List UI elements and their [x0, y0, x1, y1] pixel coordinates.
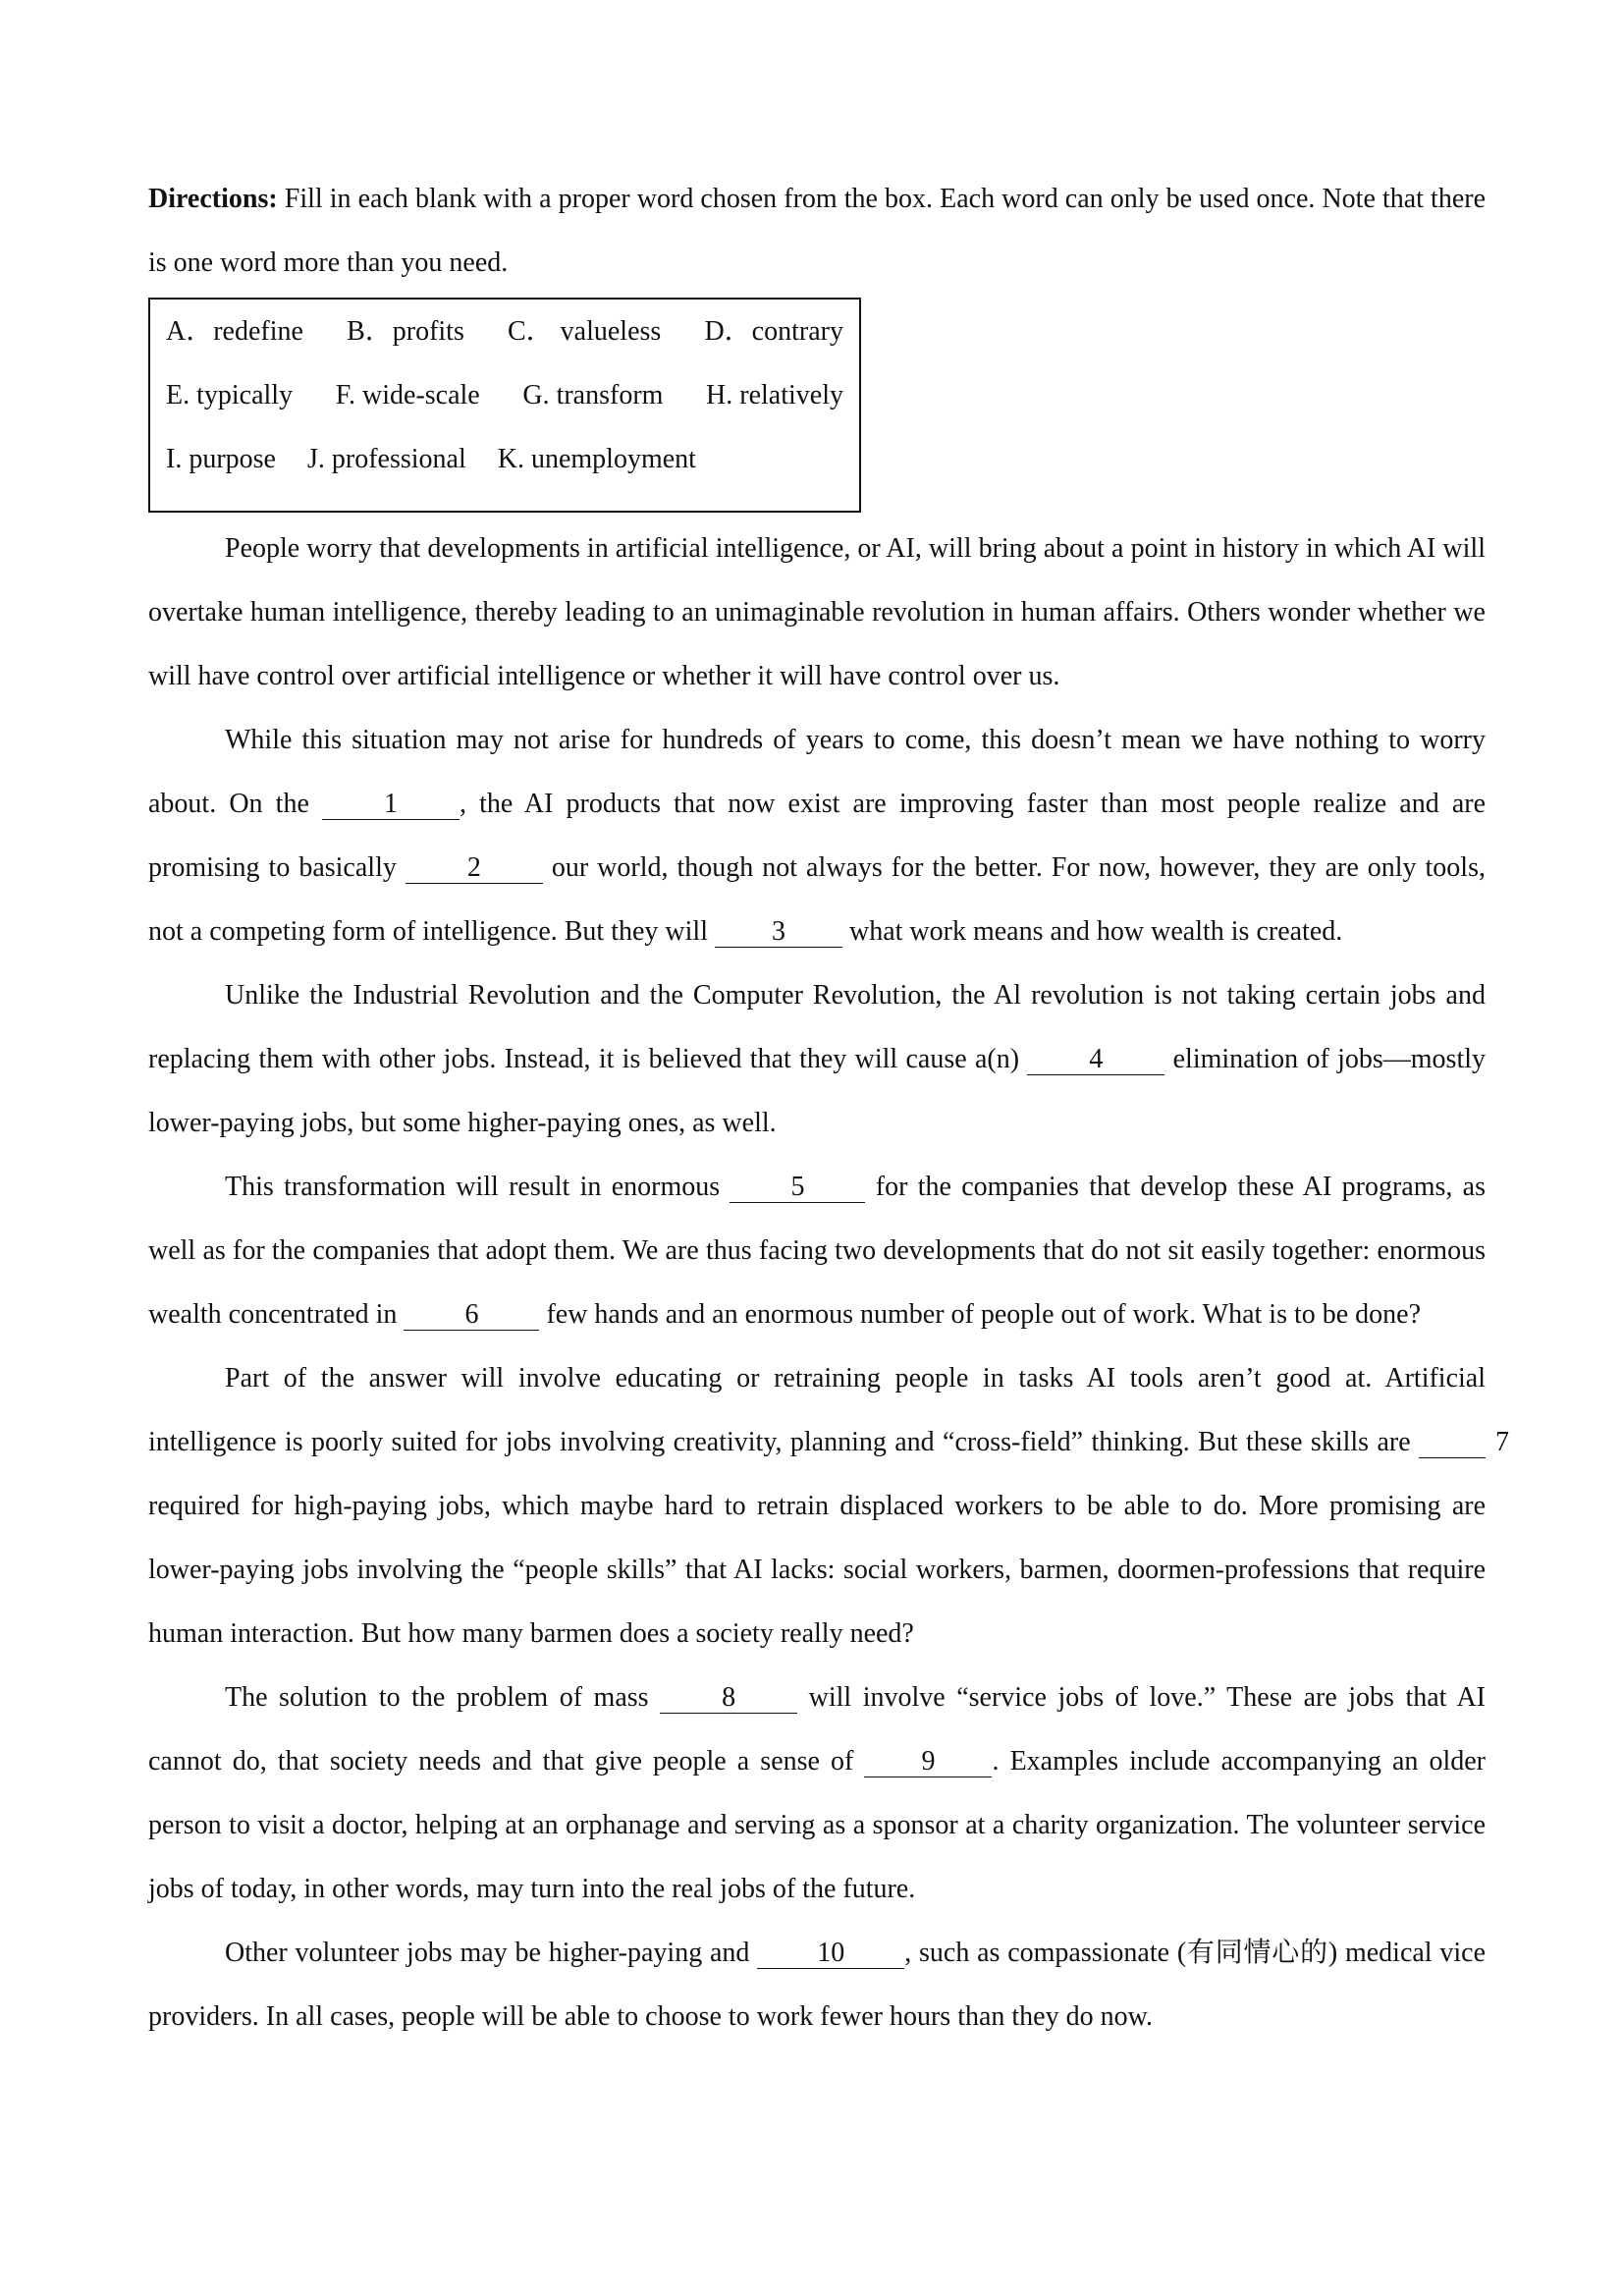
paragraph-text: elimination of jobs—mostly lower-paying jobs, but some higher-paying ones, as well. — [148, 1044, 1487, 1138]
paragraph-text: required for high-paying jobs, which maybe hard to retrain displaced workers to be able to do. More promising are lower-paying jobs involving the “people skills” that AI lacks: social workers, barmen, doormen-professions that require human interaction. But how many barmen does a society really need? — [148, 1491, 1486, 1649]
paragraph-3 — [148, 963, 1486, 1155]
directions — [148, 167, 1486, 295]
paragraph-text: our world, though not always for the better. For now, however, they are only tools, not a competing form of intelligence. But they will — [148, 852, 1486, 947]
paragraph-text: few hands and an enormous number of people out of work. What is to be done? — [539, 1299, 1422, 1330]
paragraph-text: what work means and how wealth is created. — [841, 916, 1343, 947]
word-box-row-2 — [166, 363, 843, 427]
paragraph-text: will involve “service jobs of love.” These are jobs that AI cannot do, that society needs and that give people a sense of — [148, 1682, 1486, 1777]
blank-5[interactable]: 5 — [730, 1173, 865, 1203]
paragraph-text: Part of the answer will involve educating or retraining people in tasks AI tools aren’t good at. Artificial intelligence is poorly suited for jobs involving creativity, planning and “cross-field” thinking. But these skills are — [148, 1363, 1486, 1457]
blank-3[interactable]: 3 — [715, 917, 842, 948]
paragraph-text: , such as compassionate (有同情心的) medical vice providers. In all cases, people will be able to choose to work fewer hours than they do now. — [148, 1938, 1486, 2032]
word-option: I. purpose — [166, 444, 276, 474]
paragraph-text: The solution to the problem of mass — [225, 1682, 661, 1713]
paragraph-5 — [148, 1346, 1509, 1666]
paragraph-1: People worry that developments in artificial intelligence, or AI, will bring about a point in history in which AI will overtake human intelligence, thereby leading to an unimaginable revolution in human affairs. Others wonder whether we will have control over artificial intelligence or whether it will have control over us. — [148, 533, 1486, 691]
paragraph-text: While this situation may not arise for hundreds of years to come, this doesn’t mean we have nothing to worry about. On the — [148, 725, 1486, 819]
blank-7[interactable]: 7 — [1419, 1428, 1486, 1458]
blank-1[interactable]: 1 — [322, 790, 460, 820]
blank-4[interactable]: 4 — [1027, 1045, 1164, 1075]
word-option: D．contrary — [704, 316, 843, 347]
blank-8[interactable]: 8 — [660, 1683, 797, 1714]
word-box — [148, 298, 861, 513]
paragraph-4 — [148, 1155, 1486, 1346]
paragraph-text: This transformation will result in enormous — [225, 1172, 730, 1202]
word-option: F. wide-scale — [335, 380, 480, 410]
exercise-page — [148, 167, 1509, 2049]
word-option: G. transform — [522, 380, 664, 410]
word-option: J. professional — [306, 444, 466, 474]
word-option: E. typically — [166, 380, 294, 410]
word-box-row-1 — [166, 300, 843, 363]
blank-6[interactable]: 6 — [404, 1300, 539, 1331]
paragraph-6 — [148, 1666, 1486, 1921]
word-box-row-3 — [166, 427, 843, 491]
paragraph-text: Other volunteer jobs may be higher-paying and — [225, 1938, 758, 1968]
word-option: K. unemployment — [497, 444, 696, 474]
paragraph-text: , the AI products that now exist are improving faster than most people realize and are promising to basically — [148, 789, 1487, 883]
paragraph-text: . Examples include accompanying an older person to visit a doctor, helping at an orphanage and serving as a sponsor at a charity organization. The volunteer service jobs of today, in other words, may turn into the real jobs of the future. — [148, 1746, 1486, 1904]
word-option: B．profits — [347, 316, 464, 347]
word-option: C． valueless — [508, 316, 662, 347]
blank-2[interactable]: 2 — [406, 853, 543, 884]
directions-label: Directions: — [148, 184, 278, 214]
word-option: H. relatively — [706, 380, 843, 410]
blank-10[interactable]: 10 — [757, 1939, 904, 1969]
paragraph-text: Unlike the Industrial Revolution and the Computer Revolution, the Al revolution is not taking certain jobs and replacing them with other jobs. Instead, it is believed that they will cause a(n) — [148, 980, 1486, 1074]
paragraph-7 — [148, 1921, 1486, 2049]
word-option: A．redefine — [166, 316, 303, 347]
paragraph-text: for the companies that develop these AI programs, as well as for the companies that adopt them. We are thus facing two developments that do not sit easily together: enormous wealth concentrated in — [148, 1172, 1487, 1330]
blank-9[interactable]: 9 — [864, 1747, 992, 1777]
directions-text: Fill in each blank with a proper word chosen from the box. Each word can only be used once. Note that there is one word more than you need. — [148, 184, 1486, 278]
paragraph-2 — [148, 708, 1486, 963]
